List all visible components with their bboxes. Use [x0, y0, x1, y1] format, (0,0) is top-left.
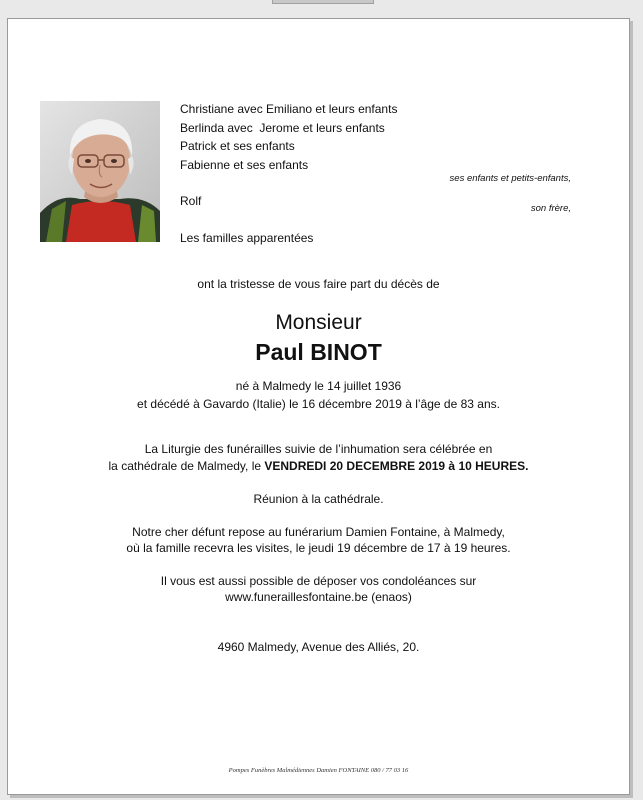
- family-line: Berlinda avec Jerome et leurs enfants: [180, 120, 385, 135]
- announcement-intro: ont la tristesse de vous faire part du décès de: [197, 277, 440, 291]
- brother-role: son frère,: [530, 203, 571, 214]
- family-relatives: Les familles apparentées: [180, 230, 314, 245]
- funeral-line-1: La Liturgie des funérailles suivie de l’inhumation sera célébrée en: [144, 442, 493, 456]
- funeral-date-time: VENDREDI 20 DECEMBRE 2019 à 10 HEURES.: [264, 459, 529, 473]
- meeting-place: Réunion à la cathédrale.: [253, 492, 384, 506]
- salutation: Monsieur: [275, 311, 362, 334]
- condolences-website: www.funeraillesfontaine.be (enaos): [225, 590, 412, 604]
- portrait-photo: [40, 101, 160, 242]
- family-line: Fabienne et ses enfants: [180, 157, 309, 172]
- family-line: Christiane avec Emiliano et leurs enfants: [180, 102, 398, 116]
- address: 4960 Malmedy, Avenue des Alliés, 20.: [217, 640, 420, 654]
- family-line: Patrick et ses enfants: [180, 139, 295, 153]
- family-brother: Rolf: [180, 194, 202, 208]
- funeral-line-2: [8, 458, 629, 475]
- children-role: ses enfants et petits-enfants,: [449, 173, 571, 184]
- birth-info: né à Malmedy le 14 juillet 1936: [235, 379, 402, 393]
- funeral-line-2-prefix: la cathédrale de Malmedy, le: [108, 459, 265, 473]
- funeral-home-footer: Pompes Funèbres Malmédiennes Damien FONTAINE 080 / 77 03 16: [228, 767, 409, 774]
- visitation-line-1: Notre cher défunt repose au funérarium Damien Fontaine, à Malmedy,: [132, 525, 505, 539]
- window-tab: [272, 0, 374, 4]
- visitation-line-2: où la famille recevra les visites, le jeudi 19 décembre de 17 à 19 heures.: [126, 541, 511, 555]
- death-info: et décédé à Gavardo (Italie) le 16 décembre 2019 à l’âge de 83 ans.: [137, 397, 500, 411]
- portrait-photo-image: [40, 101, 160, 242]
- deceased-name: Paul BINOT: [255, 339, 382, 365]
- obituary-page: [7, 18, 630, 795]
- family-list: [180, 100, 397, 247]
- condolences-line-1: Il vous est aussi possible de déposer vos condoléances sur: [160, 574, 477, 588]
